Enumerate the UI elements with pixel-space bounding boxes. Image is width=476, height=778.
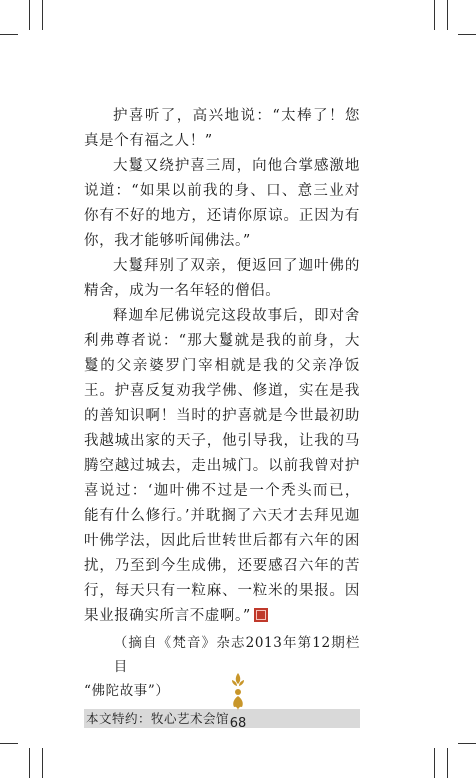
article-body — [84, 104, 360, 728]
page-number: 68 — [229, 716, 247, 731]
crop-mark-bottom-right-h — [458, 743, 476, 744]
source-note-line: （摘自《梵音》杂志2013年第12期栏目 — [113, 635, 360, 675]
source-note-line: “佛陀故事”） — [84, 683, 170, 699]
paragraph: 大鬘拜别了双亲，便返回了迦叶佛的精舍，成为一名年轻的僧侣。 — [84, 258, 360, 299]
red-seal-icon — [254, 608, 268, 622]
crop-mark-bottom-right-v2 — [447, 748, 448, 778]
paragraph: 护喜听了，高兴地说：“太棒了！您真是个有福之人！” — [84, 108, 360, 149]
crop-mark-bottom-left-v2 — [42, 748, 43, 778]
crop-mark-top-left-v1 — [29, 0, 30, 30]
lotus-ornament-icon — [229, 672, 247, 712]
crop-mark-top-left-h — [0, 34, 18, 35]
crop-mark-top-right-v1 — [434, 0, 435, 30]
crop-mark-bottom-right-v1 — [434, 748, 435, 778]
crop-mark-top-right-v2 — [447, 0, 448, 30]
crop-mark-top-right-h — [458, 34, 476, 35]
crop-mark-top-left-v2 — [42, 0, 43, 30]
source-note — [84, 631, 360, 703]
crop-mark-bottom-left-h — [0, 743, 18, 744]
paragraph-text: 释迦牟尼佛说完这段故事后，即对舍利弗尊者说：“那大鬘就是我的前身，大鬘的父亲婆罗门宰相就是我的父亲净饭王。护喜反复劝我学佛、修道，实在是我的善知识啊！当时的护喜就是今世最初助我越城出家的天子，他引导我，让我的马腾空越过城去，走出城门。以前我曾对护喜说过：‘迦叶佛不过是一个秃头而已，能有什么修行。’并耽搁了六天才去拜见迦叶佛学法，因此后世转世后都有六年的困扰，乃至到今生成佛，还要感召六年的苦行，每天只有一粒麻、一粒米的果报。因果业报确实所言不虚啊。” — [84, 308, 360, 624]
special-thanks-label: 本文特约：牧心艺术会馆 — [84, 709, 360, 728]
crop-mark-bottom-left-v1 — [29, 748, 30, 778]
paragraph: 大鬘又绕护喜三周，向他合掌感激地说道：“如果以前我的身、口、意三业对你有不好的地方，还请你原谅。正因为有你，我才能够听闻佛法。” — [84, 158, 360, 249]
paragraph — [84, 304, 360, 629]
